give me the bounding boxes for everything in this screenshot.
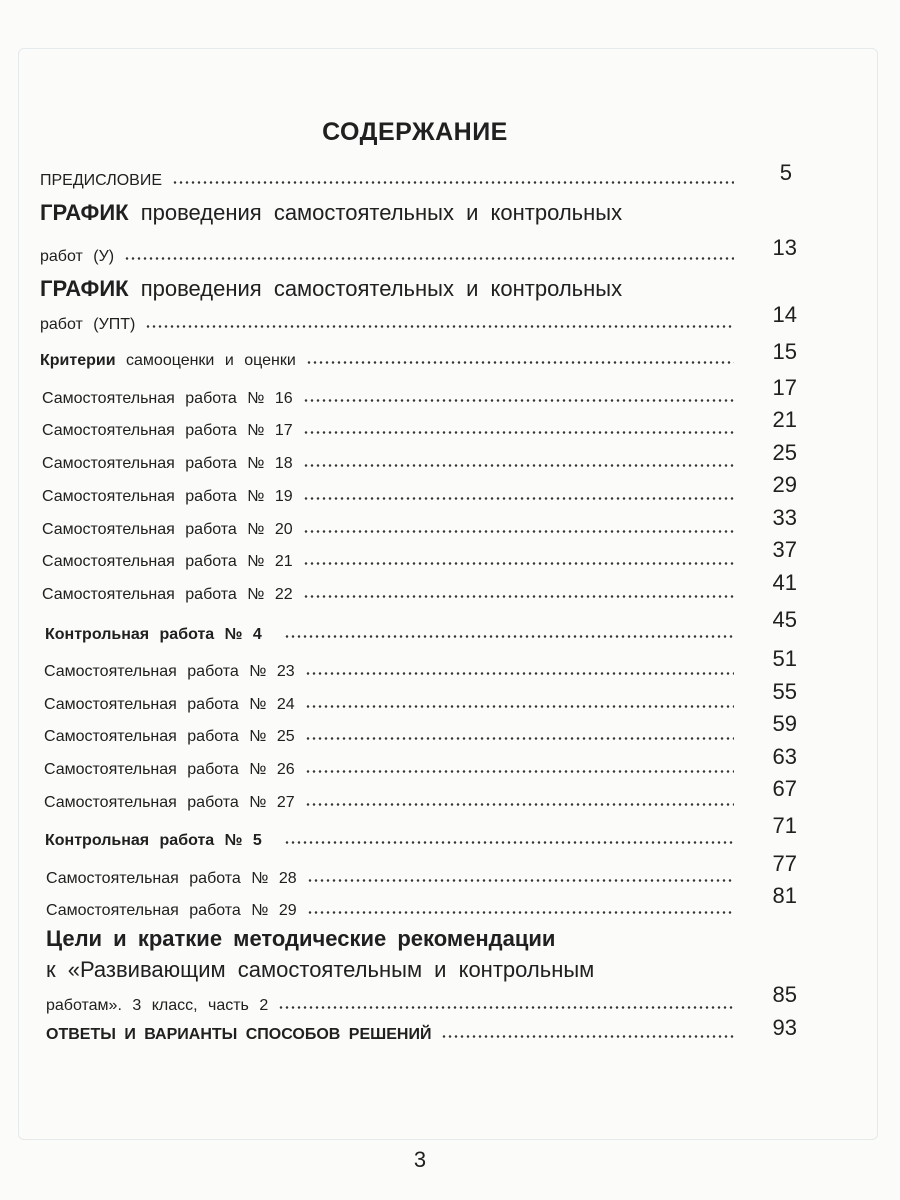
toc-entry-work-29[interactable] [46,890,740,920]
toc-entry-work-17[interactable] [42,410,740,440]
toc-entry-test-4[interactable] [45,614,740,644]
toc-page-number: 29 [772,472,797,497]
toc-page-number: 67 [772,776,797,801]
toc-entry-work-22[interactable] [42,574,740,604]
dot-leader [303,431,734,434]
dot-leader [124,257,734,260]
toc-entry-label: Самостоятельная работа № 22 [42,586,293,603]
dot-leader [306,361,734,364]
toc-page-number: 21 [772,407,797,432]
toc-page-number: 93 [772,1015,797,1040]
toc-entry-bold: ГРАФИК [40,200,129,225]
toc-entry-label: проведения самостоятельных и контрольных [140,200,623,225]
toc-entry-label: ПРЕДИСЛОВИЕ [40,172,162,189]
toc-entry-answers[interactable] [46,1014,740,1044]
toc-entry-label: Самостоятельная работа № 27 [44,794,295,811]
dot-leader [303,497,734,500]
toc-entry-label: Самостоятельная работа № 26 [44,761,295,778]
toc-entry-label: Самостоятельная работа № 20 [42,521,293,538]
toc-entry-work-16[interactable] [42,378,740,408]
toc-entry-criteria[interactable] [40,340,740,370]
toc-page-number: 81 [772,883,797,908]
toc-page-number: 41 [772,570,797,595]
toc-entry-schedule-upt-line2[interactable] [40,304,740,334]
dot-leader [305,672,734,675]
toc-entry-bold: ГРАФИК [40,276,129,301]
toc-entry-label: Самостоятельная работа № 29 [46,902,297,919]
toc-entry-label: Самостоятельная работа № 28 [46,870,297,887]
toc-page-number: 25 [772,440,797,465]
toc-entry-work-23[interactable] [44,651,740,681]
dot-leader [303,399,734,402]
toc-page-number: 37 [772,537,797,562]
toc-entry-work-26[interactable] [44,749,740,779]
dot-leader [278,1006,734,1009]
toc-entry-schedule-u-line2[interactable] [40,236,740,266]
toc-page-number: 85 [772,982,797,1007]
toc-entry-work-18[interactable] [42,443,740,473]
toc-entry-label: Самостоятельная работа № 16 [42,390,293,407]
toc-page-number: 15 [772,339,797,364]
toc-entry-recommendations-line1: к «Развивающим самостоятельным и контрольным [46,957,595,982]
toc-entry-work-27[interactable] [44,782,740,812]
dot-leader [305,737,734,740]
toc-page-number: 51 [772,646,797,671]
toc-entry-work-24[interactable] [44,684,740,714]
dot-leader [307,911,734,914]
toc-entry-label: Самостоятельная работа № 21 [42,553,293,570]
toc-entry-label: проведения самостоятельных и контрольных [140,276,623,301]
dot-leader [172,181,734,184]
dot-leader [305,770,734,773]
toc-entry-label: Самостоятельная работа № 24 [44,696,295,713]
toc-entry-bold: Контрольная работа № 5 [45,832,262,849]
toc-entry-work-21[interactable] [42,541,740,571]
toc-page-number: 13 [772,235,797,260]
toc-entry-bold: ОТВЕТЫ И ВАРИАНТЫ СПОСОБОВ РЕШЕНИЙ [46,1026,432,1043]
toc-entry-schedule-upt[interactable] [40,274,622,304]
dot-leader [303,530,734,533]
toc-entry-label: Самостоятельная работа № 23 [44,663,295,680]
toc-entry-label: Самостоятельная работа № 18 [42,455,293,472]
dot-leader [305,705,734,708]
toc-page-number: 14 [772,302,797,327]
page-number: 3 [413,1147,427,1172]
toc-entry-label: работ (У) [40,248,115,265]
toc-page-number: 71 [772,813,797,838]
toc-entry-label: Самостоятельная работа № 25 [44,728,295,745]
toc-entry-label: работам». 3 класс, часть 2 [46,997,269,1014]
toc-entry-work-25[interactable] [44,716,740,746]
dot-leader [305,803,734,806]
toc-entry-recommendations[interactable]: Цели и краткие методические рекомендации [46,926,556,951]
toc-entry-work-20[interactable] [42,509,740,539]
toc-entry-label: Самостоятельная работа № 17 [42,422,293,439]
toc-entry-schedule-u[interactable] [40,198,622,228]
toc-entry-bold: Критерии [40,352,116,369]
toc-entry-work-19[interactable] [42,476,740,506]
toc-entry-bold: Контрольная работа № 4 [45,626,262,643]
toc-page-number: 63 [772,744,797,769]
toc-entry-label: Самостоятельная работа № 19 [42,488,293,505]
dot-leader [145,325,734,328]
dot-leader [303,595,734,598]
toc-entry-test-5[interactable] [45,820,740,850]
toc-entry-preface[interactable] [40,160,740,190]
toc-page-number: 5 [779,160,792,185]
toc-page-number: 33 [772,505,797,530]
dot-leader [303,562,734,565]
toc-entry-label: работ (УПТ) [40,316,136,333]
toc-page-number: 45 [772,607,797,632]
dot-leader [284,635,734,638]
dot-leader [441,1035,734,1038]
toc-entry-recommendations-line2[interactable] [46,985,740,1015]
toc-page-number: 77 [772,851,797,876]
page-title: СОДЕРЖАНИЕ [322,118,508,146]
dot-leader [284,841,734,844]
toc-entry-work-28[interactable] [46,858,740,888]
toc-entry-label: самооценки и оценки [126,352,296,369]
dot-leader [303,464,734,467]
dot-leader [307,879,734,882]
toc-page-number: 17 [772,375,797,400]
toc-page-number: 55 [772,679,797,704]
toc-page-number: 59 [772,711,797,736]
